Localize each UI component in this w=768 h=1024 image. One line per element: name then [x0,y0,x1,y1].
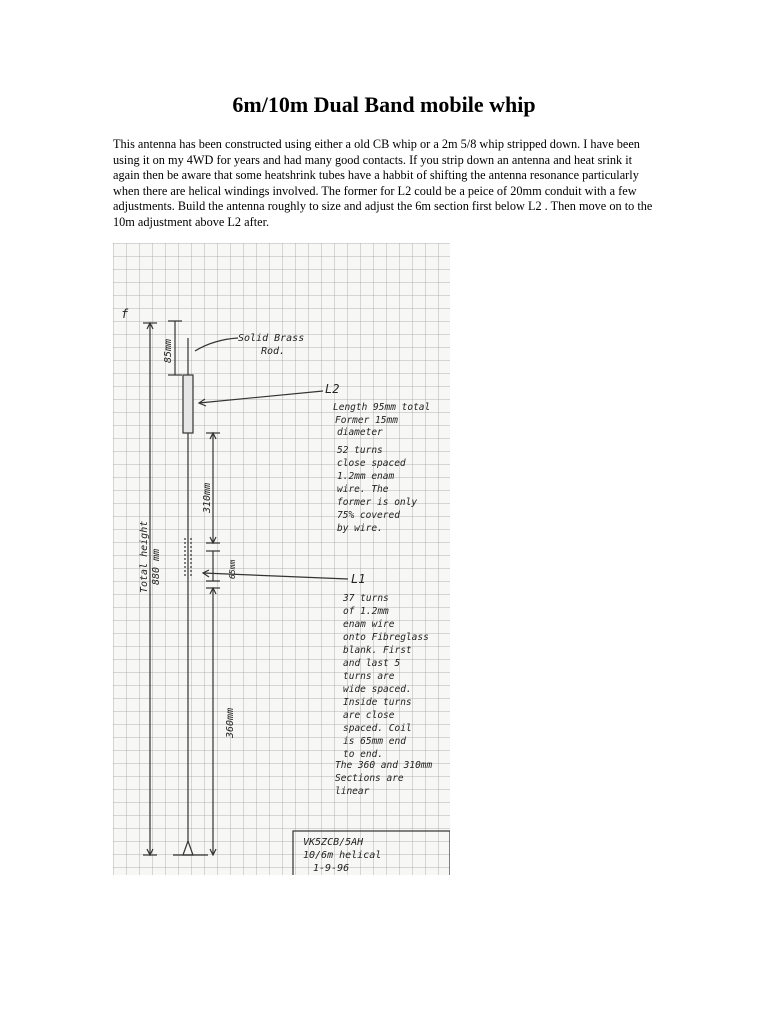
dim-label-310mm: 310mm [202,482,213,513]
l2-coil [183,375,193,433]
antenna-base [183,841,193,855]
label-l1-spec [342,593,429,760]
svg-text:Rod.: Rod. [261,346,286,357]
svg-text:VK5ZCB/5AH: VK5ZCB/5AH [303,837,364,848]
rod-leader [195,338,238,351]
svg-text:Former 15mm: Former 15mm [335,415,398,426]
svg-text:37 turns: 37 turns [343,593,389,604]
dim-label-360mm: 360mm [225,707,236,738]
dim-label-85mm: 85mm [163,338,174,363]
svg-text:linear: linear [335,786,370,797]
signature-stamp [303,837,381,874]
l1-leader [203,573,348,579]
svg-text:880 mm: 880 mm [151,548,162,585]
antenna-diagram [113,243,450,875]
svg-text:onto Fibreglass: onto Fibreglass [343,632,429,643]
svg-text:Sections are: Sections are [335,773,404,784]
svg-text:Inside turns: Inside turns [343,697,412,708]
svg-text:75% covered: 75% covered [337,510,400,521]
label-l1: L1 [351,572,366,586]
dim-label-65mm: 65mm [228,559,237,579]
svg-text:1.2mm enam: 1.2mm enam [337,471,395,482]
svg-text:Total height: Total height [139,520,150,593]
svg-text:former is only: former is only [337,497,418,508]
svg-text:close spaced: close spaced [337,458,406,469]
svg-text:blank. First: blank. First [343,645,412,656]
svg-text:by wire.: by wire. [337,523,383,534]
top-mark: f [121,307,129,321]
svg-text:Length 95mm total: Length 95mm total [333,402,431,413]
svg-text:1-9-96: 1-9-96 [313,863,350,874]
svg-text:of 1.2mm: of 1.2mm [343,606,389,617]
svg-text:are close: are close [343,710,395,721]
svg-text:Solid Brass: Solid Brass [238,333,305,344]
svg-text:diameter: diameter [337,427,383,438]
label-l2-spec [333,402,430,534]
intro-paragraph: This antenna has been constructed using either a old CB whip or a 2m 5/8 whip stripped down. I have been using it on my 4WD for years and had many good contacts. If you strip down an antenna and heat srink it again then be aware that some heatshrink tubes have a habbit of shifting the antenna resonance particularly when there are helical windings involved. The former for L2 could be a peice of 20mm conduit with a few adjustments. Build the antenna roughly to size and adjust the 6m section first below L2 . Then move on to the 10m adjustment above L2 after. [113,137,653,229]
svg-text:enam wire: enam wire [343,619,395,630]
l2-leader [199,391,323,403]
svg-text:The 360 and 310mm: The 360 and 310mm [335,760,433,771]
svg-text:turns are: turns are [343,671,395,682]
label-linear-sections-note [335,760,433,797]
svg-text:wire. The: wire. The [337,484,389,495]
svg-text:10/6m helical: 10/6m helical [303,850,382,861]
svg-text:is 65mm end: is 65mm end [343,736,406,747]
antenna-drawing [113,243,450,875]
label-solid-brass-rod [238,333,304,357]
page-title: 6m/10m Dual Band mobile whip [232,92,536,117]
label-l2: L2 [325,382,340,396]
svg-text:to end.: to end. [343,749,384,760]
svg-text:and last 5: and last 5 [343,658,401,669]
svg-text:wide spaced.: wide spaced. [343,684,412,695]
svg-text:spaced. Coil: spaced. Coil [343,723,412,734]
svg-text:52 turns: 52 turns [337,445,383,456]
